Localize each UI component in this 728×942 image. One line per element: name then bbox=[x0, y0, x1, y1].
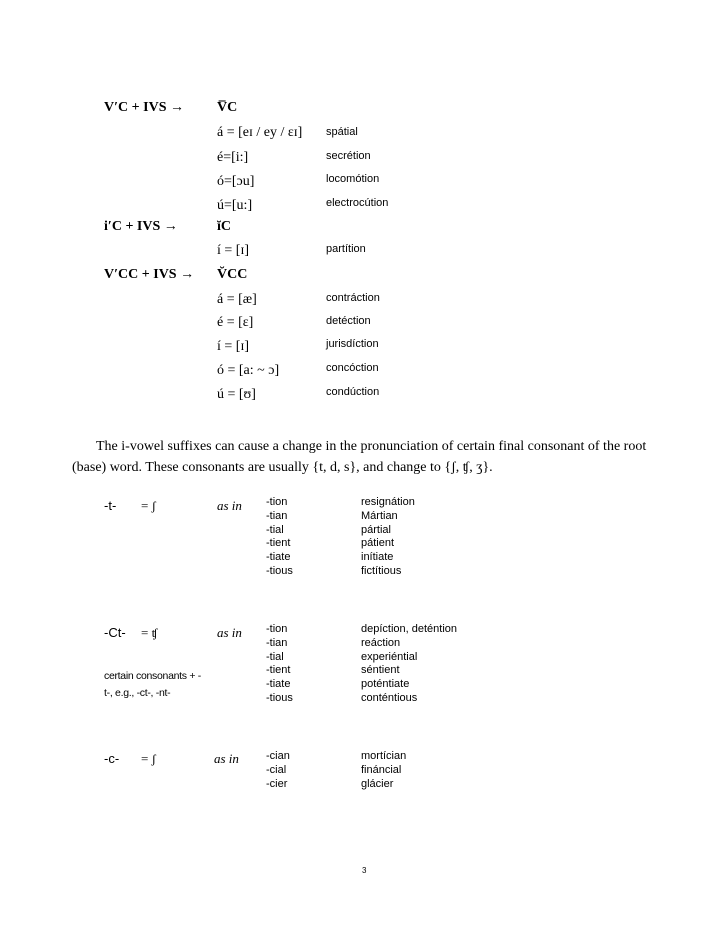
block-equals: = ʧ bbox=[141, 625, 158, 640]
example-word: jurisdíction bbox=[326, 338, 379, 350]
example-word: concóction bbox=[326, 362, 379, 374]
note-line: certain consonants + - bbox=[104, 670, 202, 682]
example-word: detéction bbox=[326, 315, 371, 327]
vowel-value: ó=[ɔu] bbox=[217, 174, 255, 189]
word-item: fictítious bbox=[361, 564, 402, 577]
word-item: fináncial bbox=[361, 763, 402, 776]
consonant-note bbox=[104, 668, 201, 702]
suffix-item: -tious bbox=[266, 564, 293, 577]
result-long-vowel: V̅C bbox=[217, 100, 238, 115]
word-list bbox=[361, 496, 415, 579]
block-label: -t- bbox=[104, 498, 117, 513]
word-item: pátient bbox=[361, 537, 395, 550]
paragraph-line-2: (base) word. These consonants are usually {t, d, s}, and change to {ʃ, ʧ, ʒ}. bbox=[72, 460, 493, 475]
page-number: 3 bbox=[362, 866, 367, 875]
word-list bbox=[361, 750, 406, 791]
word-item: séntient bbox=[361, 664, 400, 677]
suffix-item: -tious bbox=[266, 691, 293, 704]
word-item: Mártian bbox=[361, 509, 398, 522]
suffix-list bbox=[266, 623, 293, 706]
suffix-item: -tion bbox=[266, 496, 288, 508]
vowel-value: é=[i:] bbox=[217, 150, 249, 165]
result-short-i: ĭC bbox=[217, 219, 231, 234]
example-word: secrétion bbox=[326, 150, 371, 162]
example-word: electrocútion bbox=[326, 197, 389, 209]
word-item: depíction, deténtion bbox=[361, 623, 458, 635]
vowel-value: ú=[u:] bbox=[217, 198, 253, 213]
word-item: reáction bbox=[361, 636, 401, 649]
example-word: spátial bbox=[326, 126, 358, 138]
block-equals: = ʃ bbox=[141, 751, 156, 766]
suffix-item: -tian bbox=[266, 509, 288, 522]
suffix-item: -tial bbox=[266, 650, 284, 663]
suffix-item: -tient bbox=[266, 664, 291, 677]
example-word: condúction bbox=[326, 386, 380, 398]
vowel-value: ó = [a: ~ ɔ] bbox=[217, 363, 280, 378]
word-item: poténtiate bbox=[361, 678, 410, 691]
example-word: partítion bbox=[326, 243, 366, 255]
vowel-value: é = [ɛ] bbox=[217, 315, 254, 330]
vowel-value: í = [ɪ] bbox=[217, 243, 249, 258]
word-item: experiéntial bbox=[361, 650, 418, 663]
word-item: conténtious bbox=[361, 691, 418, 704]
suffix-item: -cian bbox=[266, 750, 290, 762]
vowel-value: ú = [ʊ] bbox=[217, 387, 256, 402]
block-label: -Ct- bbox=[104, 625, 126, 640]
suffix-item: -tient bbox=[266, 537, 291, 550]
as-in-label: as in bbox=[217, 498, 242, 513]
suffix-list bbox=[266, 496, 293, 579]
block-equals: = ʃ bbox=[141, 498, 156, 513]
result-short-vowel: V̆CC bbox=[217, 267, 248, 282]
vowel-value: á = [æ] bbox=[217, 292, 257, 307]
rule-long-vowel: V′C + IVS → bbox=[104, 100, 184, 115]
note-line: t-, e.g., -ct-, -nt- bbox=[104, 687, 171, 699]
suffix-item: -tiate bbox=[266, 678, 291, 691]
word-list bbox=[361, 623, 457, 706]
suffix-item: -tion bbox=[266, 623, 288, 635]
word-item: inítiate bbox=[361, 551, 394, 564]
vowel-value: á = [eɪ / ey / ɛɪ] bbox=[217, 125, 303, 140]
word-item: resignátion bbox=[361, 496, 415, 508]
suffix-item: -cier bbox=[266, 777, 288, 790]
suffix-list bbox=[266, 750, 290, 791]
example-word: contráction bbox=[326, 292, 380, 304]
as-in-label: as in bbox=[214, 751, 239, 766]
suffix-item: -tial bbox=[266, 523, 284, 536]
rule-short-i: i′C + IVS → bbox=[104, 219, 178, 234]
block-label: -c- bbox=[104, 751, 120, 766]
suffix-item: -cial bbox=[266, 763, 287, 776]
example-word: locomótion bbox=[326, 173, 380, 185]
as-in-label: as in bbox=[217, 625, 242, 640]
word-item: pártial bbox=[361, 523, 391, 536]
word-item: mortícian bbox=[361, 750, 407, 762]
word-item: glácier bbox=[361, 777, 394, 790]
suffix-item: -tian bbox=[266, 636, 288, 649]
vowel-value: í = [ɪ] bbox=[217, 339, 249, 354]
paragraph-line-1: The i-vowel suffixes can cause a change in the pronunciation of certain final consonant of the root bbox=[96, 439, 647, 454]
suffix-item: -tiate bbox=[266, 551, 291, 564]
rule-short-vowel: V′CC + IVS → bbox=[104, 267, 195, 282]
